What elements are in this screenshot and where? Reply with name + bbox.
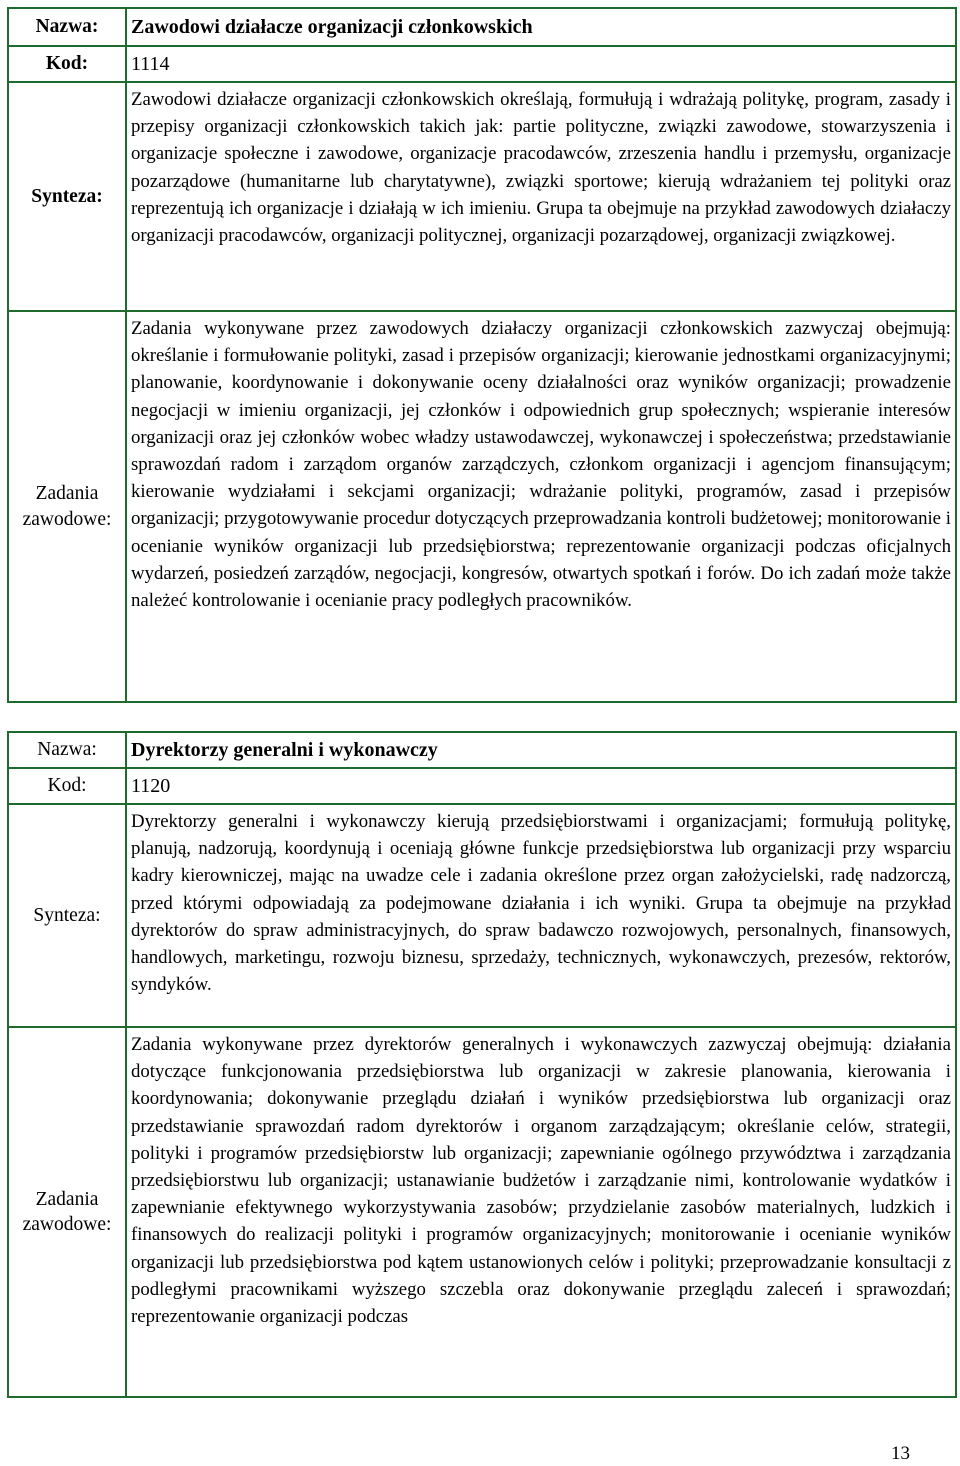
- tasks-text: Zadania wykonywane przez dyrektorów generalnych i wykonawczych zazwyczaj obejmują: działania dotyczące funkcjonowania przedsiębiorstwa lub organizacji w zakresie planowania, kierowania i koordynowania; dokonywanie przeglądu działań i wyników przedsiębiorstwa lub organizacji oraz przedstawianie sprawozdań radom dyrektorów i organom zarządzającym; określanie celów, strategii, polityki i programów przedsiębiorstw lub organizacji; zapewnianie ogólnego przywództwa i zarządzania przedsiębiorstwu lub organizacji; ustanawianie budżetów i zarządzanie nimi, kontrolowanie wydatków i zapewnianie efektywnego wykorzystywania zasobów; przydzielanie zasobów materialnych, ludzkich i finansowych do realizacji polityki i programów organizacyjnych; monitorowanie i ocenianie wyników organizacji lub przedsiębiorstwa pod kątem ustanowionych celów i polityki; przeprowadzanie konsultacji z podległymi pracownikami wyższego szczebla oraz dokonywanie przeglądu zaleceń i sprawozdań; reprezentowanie organizacji podczas: [131, 1034, 951, 1328]
- synthesis-text: Dyrektorzy generalni i wykonawczy kierują przedsiębiorstwami i organizacjami; formułują politykę, planują, nadzorują, koordynują i oceniają główne funkcje przedsiębiorstwa lub organizacji przy wsparciu kadry kierowniczej, mając na uwadze cele i zadania określone przez organ założycielski, radę nadzorczą, przed którymi odpowiadają za podejmowane działania i ich wyniki. Grupa ta obejmuje na przykład dyrektorów do spraw administracyjnych, do spraw badawczo rozwojowych, personalnych, finansowych, handlowych, marketingu, rozwoju biznesu, sprzedaży, technicznych, wykonawczych, prezesów, rektorów, syndyków.: [131, 811, 951, 996]
- name-row: [9, 9, 955, 47]
- name-row: [9, 733, 955, 769]
- synthesis-label: Synteza:: [9, 805, 127, 1026]
- tasks-row: [9, 312, 955, 701]
- occupation-name: Dyrektorzy generalni i wykonawczy: [131, 738, 438, 761]
- page-number: 13: [891, 1443, 910, 1464]
- code-label: Kod:: [9, 769, 127, 803]
- code-label: Kod:: [9, 47, 127, 81]
- code-row: [9, 769, 955, 805]
- synthesis-row: [9, 805, 955, 1028]
- occupation-code: 1114: [131, 52, 170, 75]
- code-row: [9, 47, 955, 83]
- synthesis-label: Synteza:: [9, 83, 127, 310]
- occupation-entry-1114: [7, 7, 957, 703]
- occupation-entry-1120: [7, 731, 957, 1398]
- tasks-row: [9, 1028, 955, 1396]
- occupation-name: Zawodowi działacze organizacji członkowskich: [131, 15, 533, 38]
- tasks-text: Zadania wykonywane przez zawodowych działaczy organizacji członkowskich zazwyczaj obejmują: określanie i formułowanie polityki, zasad i przepisów organizacji; kierowanie jednostkami organizacyjnymi; planowanie, koordynowanie i dokonywanie oceny działalności oraz wyników organizacji; prowadzenie negocjacji w imieniu organizacji, jej członków i odpowiednich grup społecznych; wspieranie interesów organizacji oraz jej członków wobec władzy ustawodawczej, wykonawczej i społeczeństwa; przedstawianie sprawozdań radom i zarządom organów zarządczych, członkom organizacji i agencjom finansującym; kierowanie wydziałami i sekcjami organizacji; wdrażanie polityki, programów, zasad i przepisów organizacji; przygotowywanie procedur dotyczących przeprowadzania kontroli budżetowej; monitorowanie i ocenianie wyników organizacji lub przedsiębiorstwa; reprezentowanie organizacji podczas oficjalnych wydarzeń, posiedzeń zarządów, negocjacji, kongresów, otwartych spotkań i forów. Do ich zadań może także należeć kontrolowanie i ocenianie pracy podległych pracowników.: [131, 318, 951, 612]
- name-label: Nazwa:: [9, 733, 127, 767]
- occupation-code: 1120: [131, 774, 171, 797]
- name-label: Nazwa:: [9, 9, 127, 45]
- synthesis-row: [9, 83, 955, 312]
- synthesis-text: Zawodowi działacze organizacji członkowskich określają, formułują i wdrażają politykę, program, zasady i przepisy organizacji członkowskich takich jak: partie polityczne, związki zawodowe, stowarzyszenia i organizacje społeczne i zawodowe, organizacje pracodawców, zrzeszenia handlu i przemysłu, organizacje pozarządowe (humanitarne lub charytatywne), związki sportowe; kierują wdrażaniem tej polityki oraz reprezentują ich organizacje i działają w ich imieniu. Grupa ta obejmuje na przykład zawodowych działaczy organizacji pracodawców, organizacji politycznej, organizacji pozarządowej, organizacji związkowej.: [131, 89, 951, 247]
- tasks-label: Zadania zawodowe:: [9, 312, 127, 701]
- tasks-label: Zadania zawodowe:: [9, 1028, 127, 1396]
